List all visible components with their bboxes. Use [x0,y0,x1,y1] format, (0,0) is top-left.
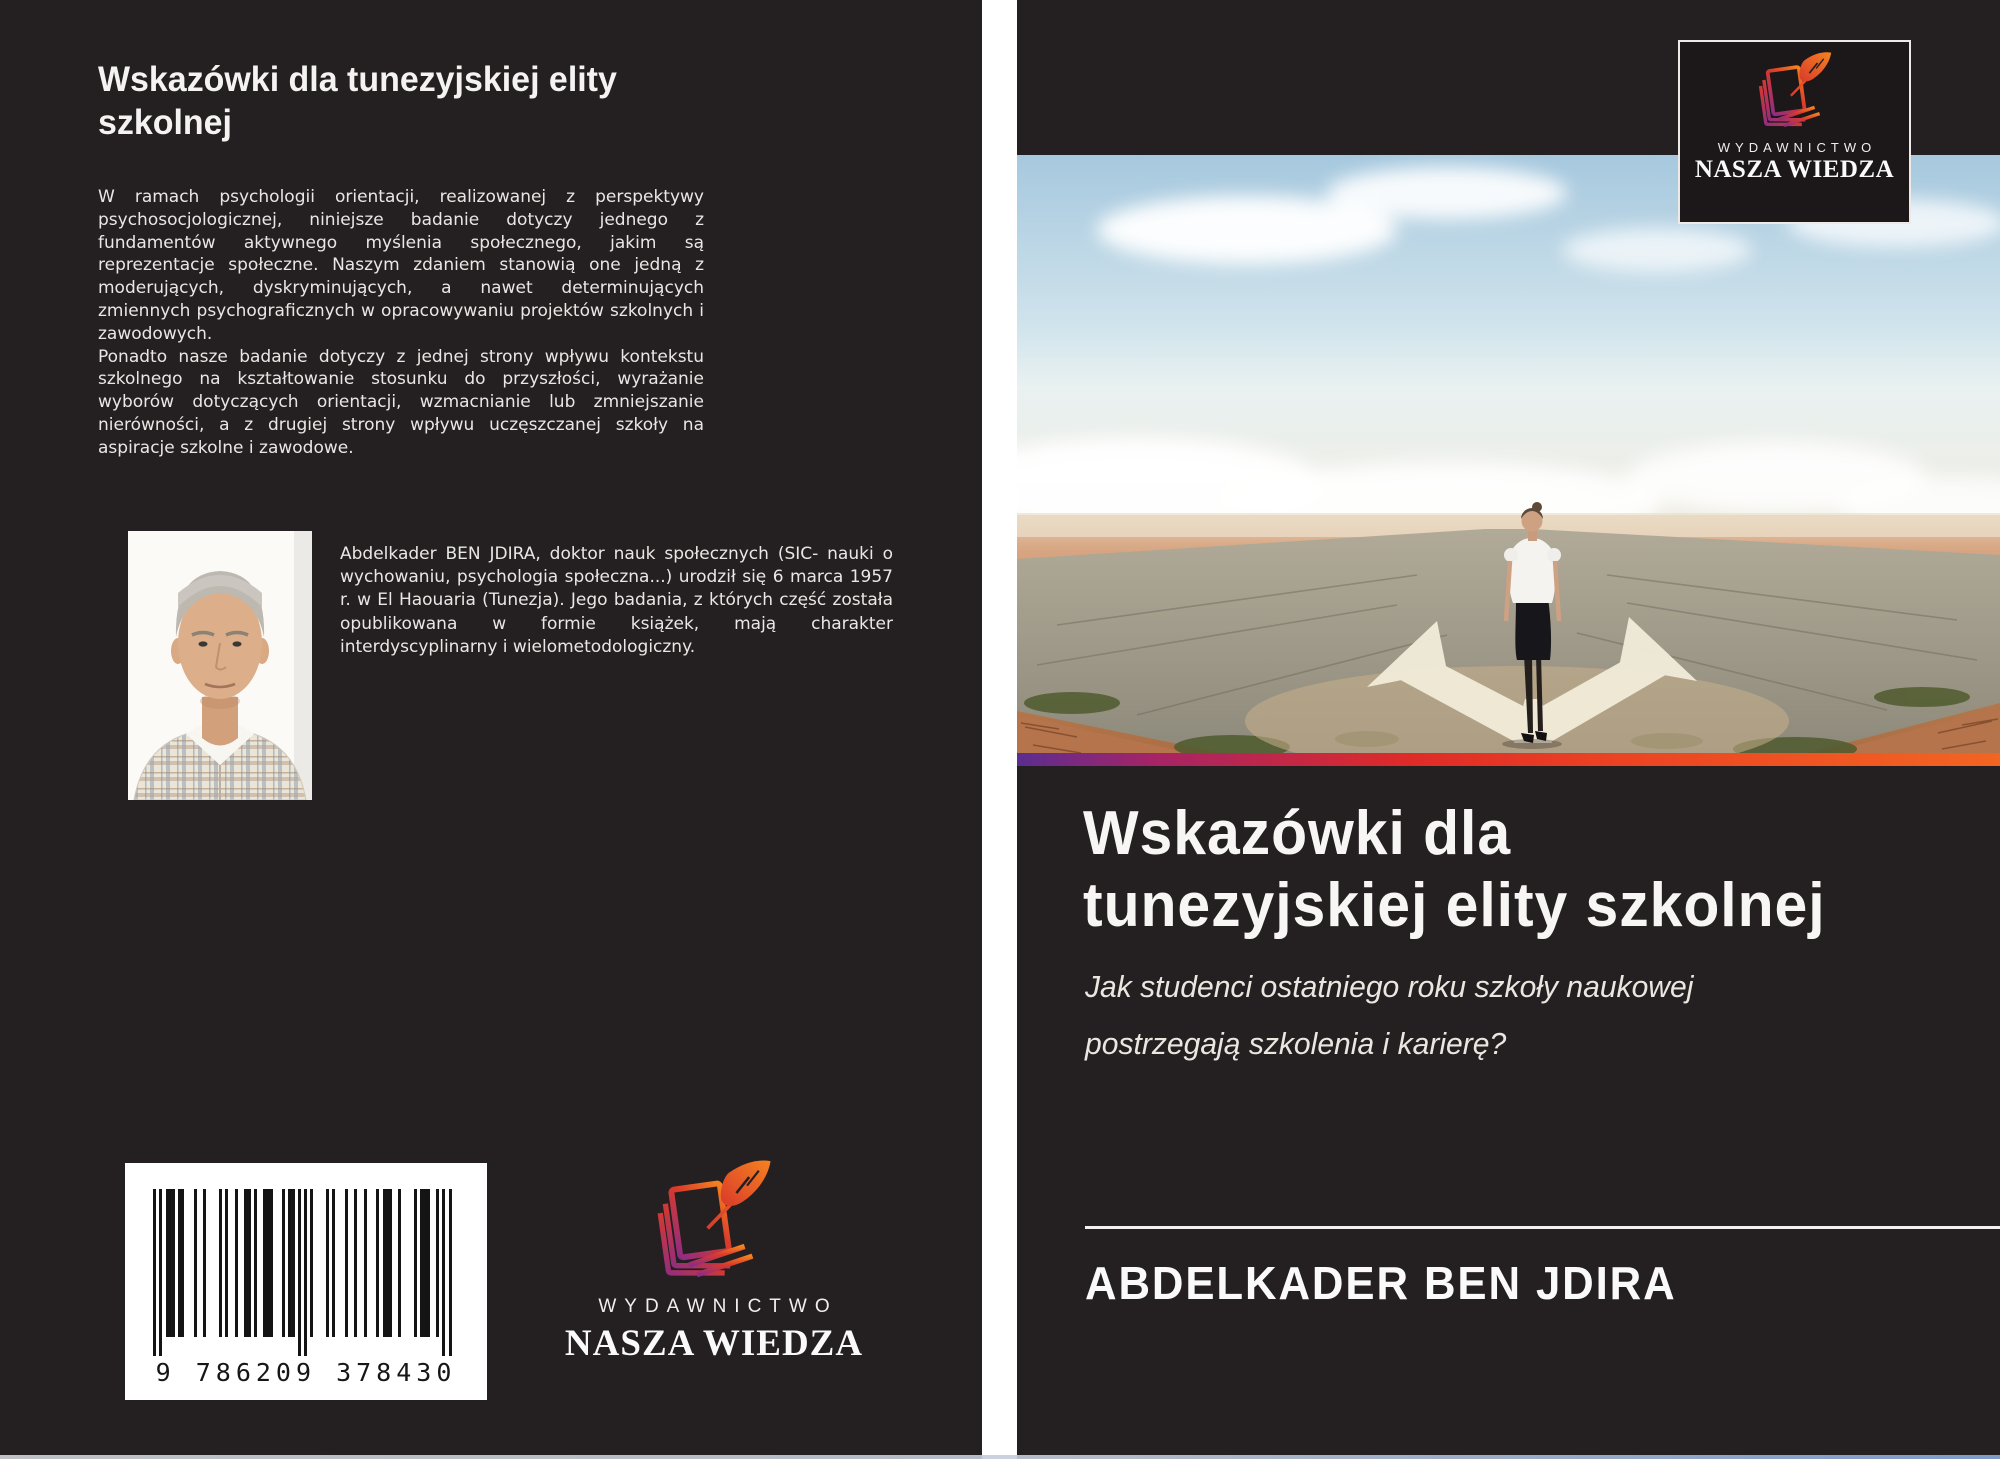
publisher-logo-front [1678,40,1911,224]
barcode-bar [449,1189,452,1356]
barcode-bar [383,1189,392,1337]
blurb-paragraph-1: W ramach psychologii orientacji, realizowanej z perspektywy psychosocjologicznej, niniejsze badanie dotyczy jednego z fundamentów aktywnego myślenia społecznego, jakim są reprezentacje społeczne. Naszym zdaniem stanowią one jedną z moderujących, dyskryminujących, a nawet determinujących zmiennych psychograficznych w opracowywaniu projektów szkolnych i zawodowych. [98,187,704,344]
front-cover-page [1017,0,2000,1459]
barcode-gap [313,1189,326,1337]
back-cover-blurb [98,186,704,460]
barcode-bars [153,1189,452,1357]
publisher-label-top: WYDAWNICTWO [1717,140,1877,155]
barcode-gap [206,1189,219,1337]
publisher-book-feather-icon [1745,52,1845,134]
barcode-gap [367,1189,376,1337]
front-cover-author-name: ABDELKADER BEN JDIRA [1085,1257,1677,1309]
barcode-gap [335,1189,344,1337]
publisher-label-bottom: NASZA WIEDZA [1694,156,1895,183]
barcode-bar [263,1189,272,1337]
publisher-book-feather-icon [634,1160,794,1288]
crossroads-photo [1017,155,2000,753]
publisher-logo-back [534,1160,894,1365]
author-portrait-illustration [128,531,312,800]
back-cover-page [0,0,982,1459]
publisher-label-top: WYDAWNICTWO [598,1296,838,1317]
author-divider-rule [1085,1226,2000,1229]
barcode-bar [166,1189,175,1337]
front-cover-title [1083,798,1826,942]
barcode-bar [420,1189,429,1337]
barcode-gap [401,1189,414,1337]
accent-gradient-strip [1017,753,2000,766]
blurb-paragraph-2: Ponadto nasze badanie dotyczy z jednej strony wpływu kontekstu szkolnego na kształtowanie stosunku do przyszłości, wyrażanie wyborów dotyczących orientacji, wzmacnianie lub zmniejszanie nierówności, a z drugiej strony wpływu uczęszczanej szkoły na aspiracje szkolne i zawodowe. [98,346,704,458]
back-cover-title [98,58,617,144]
back-title-line2: szkolnej [98,103,232,142]
barcode-digits: 9 786209 378430 [155,1358,457,1387]
front-title-line2: tunezyjskiej elity szkolnej [1083,871,1826,940]
front-title-line1: Wskazówki dla [1083,799,1512,868]
back-title-line1: Wskazówki dla tunezyjskiej elity [98,60,617,99]
front-subtitle-line2: postrzegają szkolenia i karierę? [1085,1026,1507,1061]
publisher-label-bottom: NASZA WIEDZA [564,1323,864,1364]
author-bio-text: Abdelkader BEN JDIRA, doktor nauk społecznych (SIC- nauki o wychowaniu, psychologia społeczna...) urodził się 6 marca 1957 r. w El Haouaria (Tunezja). Jego badania, z których część została opublikowana w formie książek, mają charakter interdyscyplinarny i wielometodologiczny. [340,544,893,657]
barcode-gap [184,1189,193,1337]
author-portrait-photo [128,531,312,800]
front-cover-subtitle [1085,958,1693,1072]
isbn-barcode [125,1163,487,1400]
front-subtitle-line1: Jak studenci ostatniego roku szkoły naukowej [1085,969,1694,1004]
bottom-page-edge [0,1455,2000,1459]
barcode-gap [273,1189,282,1337]
